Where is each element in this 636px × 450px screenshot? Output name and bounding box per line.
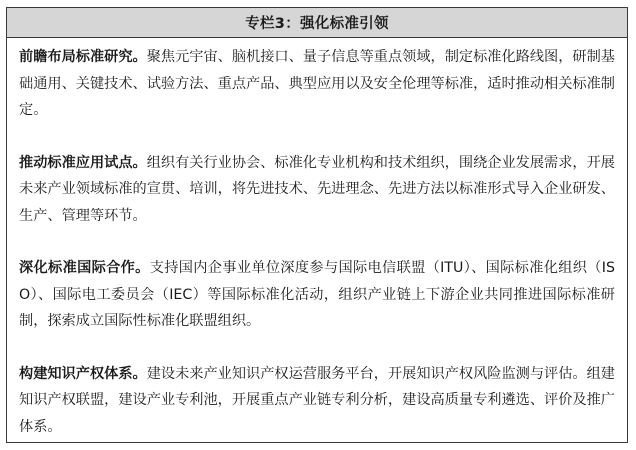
section-ip bbox=[19, 361, 615, 441]
column-content bbox=[7, 38, 627, 440]
column-title: 专栏3：强化标准引领 bbox=[7, 8, 627, 38]
section-lead: 前瞻布局标准研究。 bbox=[19, 49, 147, 65]
section-lead: 构建知识产权体系。 bbox=[19, 365, 147, 382]
section-lead: 推动标准应用试点。 bbox=[19, 154, 147, 171]
section-body: 聚焦元宇宙、脑机接口、量子信息等重点领域，制定标准化路线图，研制基础通用、关键技术、试验方法、重点产品、典型应用以及安全伦理等标准，适时推动相关标准制定。 bbox=[19, 49, 615, 118]
section-research bbox=[19, 44, 615, 124]
section-body: 建设未来产业知识产权运营服务平台，开展知识产权风险监测与评估。组建知识产权联盟，建设产业专利池，开展重点产业链专利分析，建设高质量专利遴选、评价及推广体系。 bbox=[19, 365, 615, 435]
section-body: 支持国内企事业单位深度参与国际电信联盟（ITU）、国际标准化组织（ISO）、国际电工委员会（IEC）等国际标准化活动，组织产业链上下游企业共同推进国际标准研制，探索成立国际性标准化联盟组织。 bbox=[19, 260, 615, 329]
column-box bbox=[6, 7, 628, 443]
section-lead: 深化标准国际合作。 bbox=[19, 260, 150, 276]
section-body: 组织有关行业协会、标准化专业机构和技术组织，围绕企业发展需求，开展未来产业领域标准的宣贯、培训，将先进技术、先进理念、先进方法以标准形式导入企业研发、生产、管理等环节。 bbox=[19, 154, 615, 224]
section-international bbox=[19, 255, 615, 335]
section-pilot bbox=[19, 150, 615, 230]
